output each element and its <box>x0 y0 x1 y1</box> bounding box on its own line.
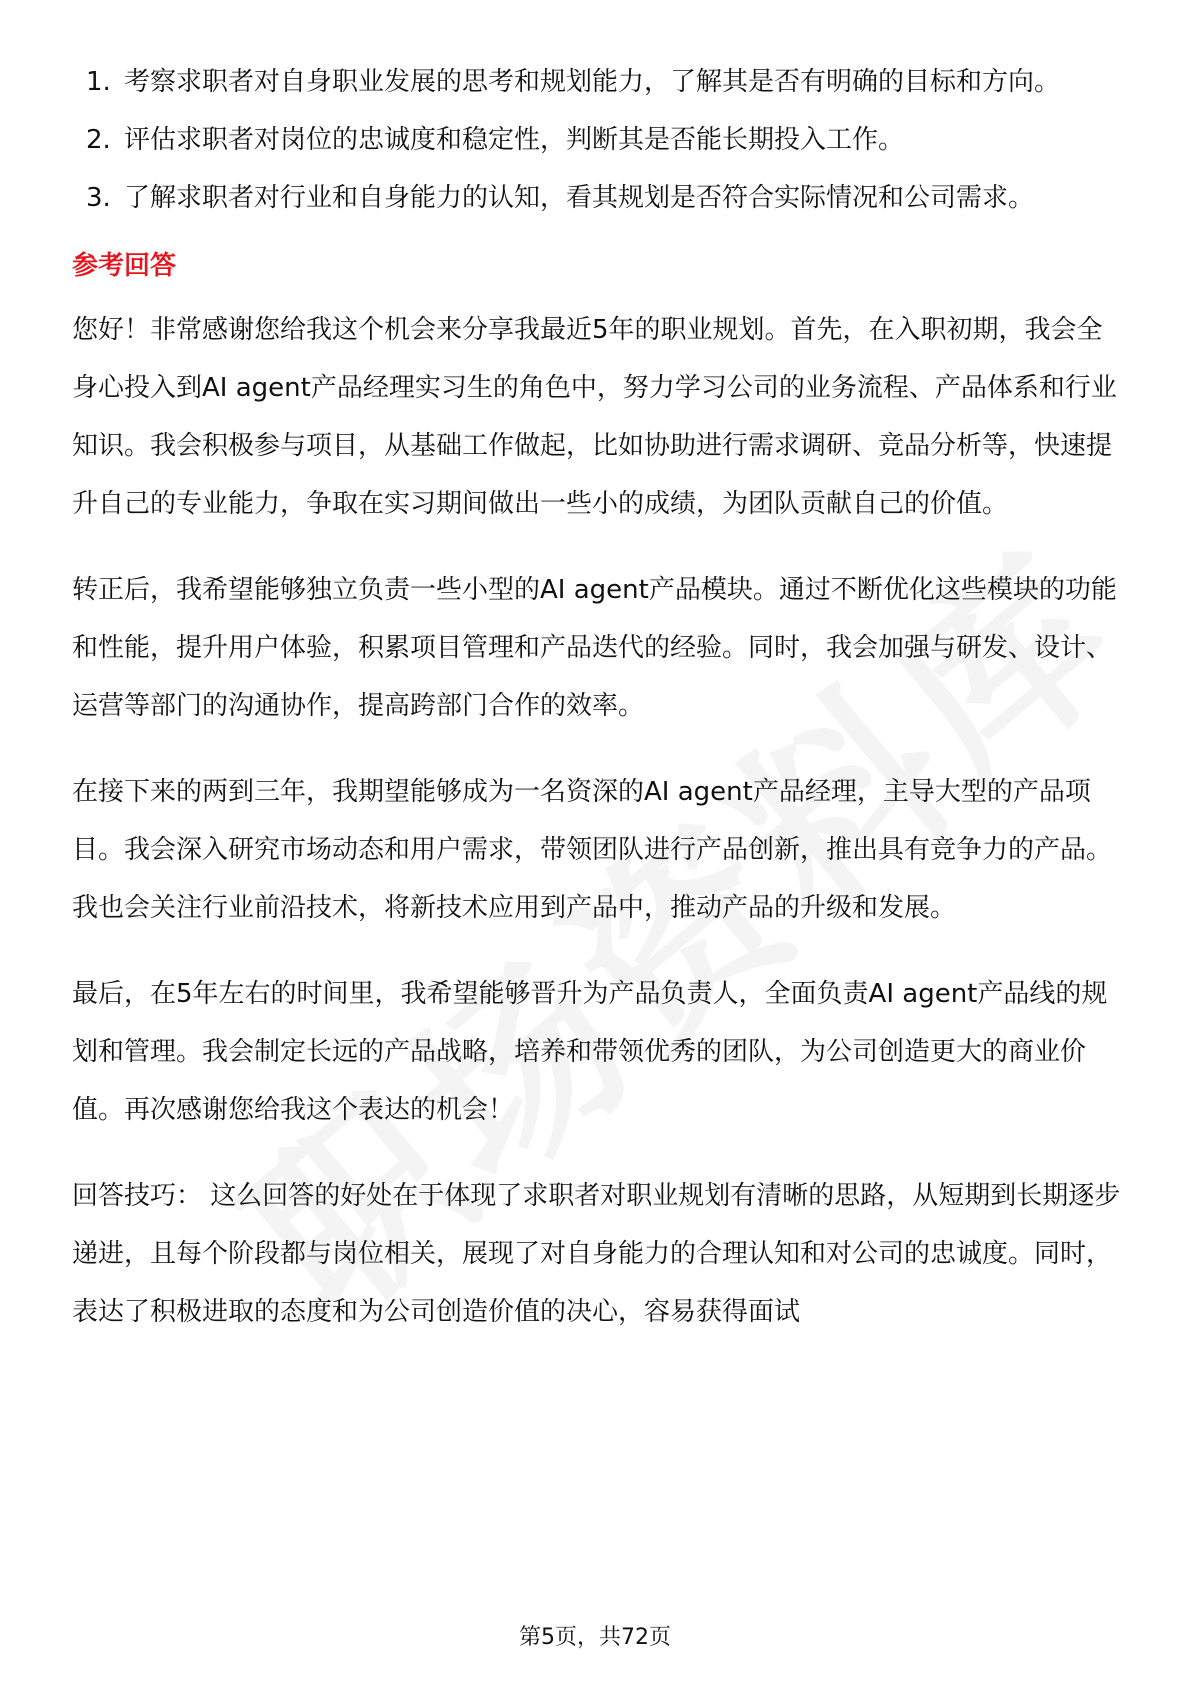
page-number: 第5页，共72页 <box>519 1625 671 1650</box>
list-item-number: 2. <box>86 125 111 155</box>
list-item-text: 评估求职者对岗位的忠诚度和稳定性，判断其是否能长期投入工作。 <box>124 125 905 155</box>
list-item <box>72 111 1122 169</box>
section-title: 参考回答 <box>72 251 177 281</box>
list-item <box>72 53 1122 111</box>
paragraph: 最后，在5年左右的时间里，我希望能够晋升为产品负责人，全面负责AI agent产品线的规划和管理。我会制定长远的产品战略，培养和带领优秀的团队，为公司创造更大的商业价值。再次感谢您给我这个表达的机会！ <box>72 979 1108 1125</box>
list-item <box>72 169 1122 227</box>
paragraph: 您好！非常感谢您给我这个机会来分享我最近5年的职业规划。首先，在入职初期，我会全身心投入到AI agent产品经理实习生的角色中，努力学习公司的业务流程、产品体系和行业知识。我会积极参与项目，从基础工作做起，比如协助进行需求调研、竞品分析等，快速提升自己的专业能力，争取在实习期间做出一些小的成绩，为团队贡献自己的价值。 <box>72 315 1117 519</box>
list-item-text: 考察求职者对自身职业发展的思考和规划能力，了解其是否有明确的目标和方向。 <box>124 67 1061 97</box>
page-content <box>72 53 1122 1369</box>
paragraph: 在接下来的两到三年，我期望能够成为一名资深的AI agent产品经理，主导大型的产品项目。我会深入研究市场动态和用户需求，带领团队进行产品创新，推出具有竞争力的产品。我也会关注行业前沿技术，将新技术应用到产品中，推动产品的升级和发展。 <box>72 777 1113 923</box>
paragraph: 转正后，我希望能够独立负责一些小型的AI agent产品模块。通过不断优化这些模块的功能和性能，提升用户体验，积累项目管理和产品迭代的经验。同时，我会加强与研发、设计、运营等部门的沟通协作，提高跨部门合作的效率。 <box>72 575 1117 721</box>
list-item-number: 3. <box>86 183 111 213</box>
list-item-number: 1. <box>86 67 111 97</box>
goals-list <box>72 53 1122 227</box>
paragraph: 回答技巧： 这么回答的好处在于体现了求职者对职业规划有清晰的思路，从短期到长期逐步递进，且每个阶段都与岗位相关，展现了对自身能力的合理认知和对公司的忠诚度。同时，表达了积极进取的态度和为公司创造价值的决心，容易获得面试 <box>72 1181 1121 1327</box>
list-item-text: 了解求职者对行业和自身能力的认知，看其规划是否符合实际情况和公司需求。 <box>124 183 1035 213</box>
